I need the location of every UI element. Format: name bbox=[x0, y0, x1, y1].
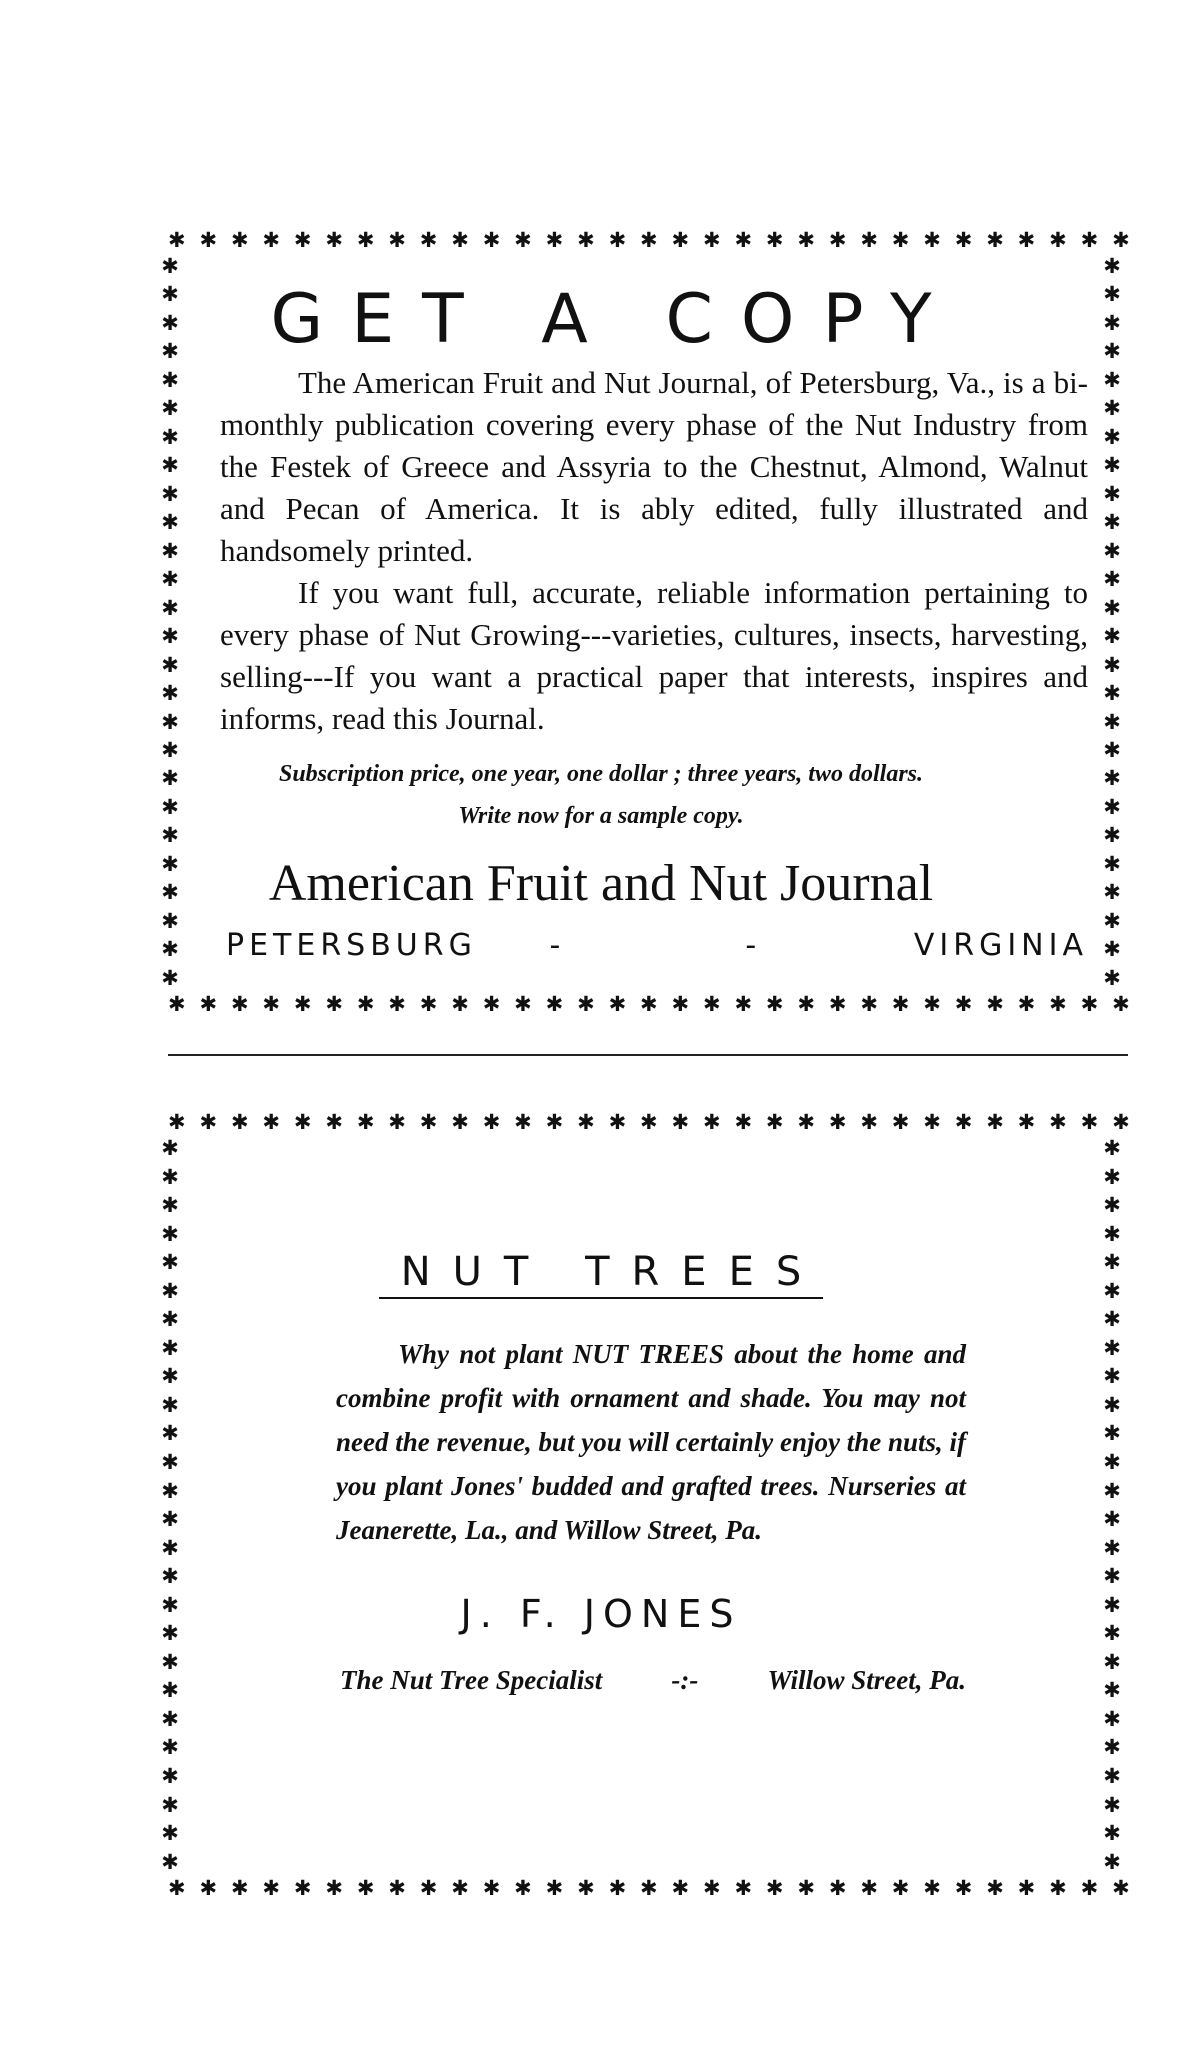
star-ornament: ✱ bbox=[514, 992, 532, 1016]
star-ornament: ✱ bbox=[797, 992, 815, 1016]
star-ornament: ✱ bbox=[1103, 282, 1121, 307]
star-ornament: ✱ bbox=[640, 1876, 658, 1900]
star-ornament: ✱ bbox=[1103, 1649, 1121, 1674]
star-ornament: ✱ bbox=[797, 1110, 815, 1134]
star-ornament: ✱ bbox=[1103, 1564, 1121, 1589]
star-ornament: ✱ bbox=[1103, 1478, 1121, 1503]
star-ornament: ✱ bbox=[230, 1876, 249, 1900]
star-ornament: ✱ bbox=[168, 1876, 186, 1900]
star-ornament: ✱ bbox=[828, 1876, 847, 1900]
star-ornament: ✱ bbox=[1103, 1364, 1121, 1389]
star-ornament: ✱ bbox=[1103, 737, 1121, 762]
star-ornament: ✱ bbox=[161, 1849, 179, 1874]
star-ornament: ✱ bbox=[734, 992, 753, 1016]
star-ornament: ✱ bbox=[293, 1876, 312, 1900]
star-ornament: ✱ bbox=[161, 652, 179, 677]
star-ornament: ✱ bbox=[545, 992, 564, 1016]
star-ornament: ✱ bbox=[608, 228, 627, 252]
ad-title bbox=[0, 1246, 1202, 1298]
star-ornament: ✱ bbox=[1103, 424, 1121, 449]
star-ornament: ✱ bbox=[1103, 1621, 1121, 1646]
star-ornament: ✱ bbox=[1103, 1764, 1121, 1789]
star-ornament: ✱ bbox=[161, 823, 179, 848]
star-ornament: ✱ bbox=[262, 228, 281, 252]
star-ornament: ✱ bbox=[1080, 1110, 1099, 1134]
star-ornament: ✱ bbox=[161, 880, 179, 905]
star-ornament: ✱ bbox=[161, 908, 179, 933]
star-ornament: ✱ bbox=[1103, 310, 1121, 335]
star-ornament: ✱ bbox=[702, 1876, 721, 1900]
star-ornament: ✱ bbox=[482, 992, 501, 1016]
star-ornament: ✱ bbox=[860, 228, 878, 252]
star-ornament: ✱ bbox=[161, 1535, 179, 1560]
ad-paragraph: The American Fruit and Nut Journal, of Petersburg, Va., is a bi-monthly publication covering every phase of the Nut Industry from the Festek of Greece and Assyria to the Chestnut, Almond, Walnut and Pecan of America. It is ably edited, fully illustrated and handsomely printed. bbox=[220, 365, 1088, 568]
advertiser-location: Willow Street, Pa. bbox=[767, 1665, 966, 1695]
star-ornament: ✱ bbox=[923, 1876, 941, 1900]
star-ornament: ✱ bbox=[419, 992, 438, 1016]
star-ornament: ✱ bbox=[1103, 1821, 1121, 1846]
star-ornament: ✱ bbox=[1103, 1706, 1121, 1731]
star-ornament: ✱ bbox=[482, 1110, 501, 1134]
star-ornament: ✱ bbox=[1103, 937, 1121, 962]
star-ornament: ✱ bbox=[325, 1110, 343, 1134]
ad-body bbox=[336, 1332, 966, 1552]
star-ornament: ✱ bbox=[1112, 992, 1130, 1016]
horizontal-rule bbox=[168, 1054, 1128, 1056]
star-ornament: ✱ bbox=[986, 992, 1004, 1016]
advertiser-tagline bbox=[340, 1662, 966, 1698]
star-ornament: ✱ bbox=[577, 992, 595, 1016]
star-ornament: ✱ bbox=[577, 1876, 595, 1900]
star-ornament: ✱ bbox=[1103, 652, 1121, 677]
star-ornament: ✱ bbox=[545, 228, 564, 252]
star-ornament: ✱ bbox=[1103, 1392, 1121, 1417]
star-ornament: ✱ bbox=[1103, 538, 1121, 563]
star-ornament: ✱ bbox=[1080, 992, 1099, 1016]
star-ornament: ✱ bbox=[860, 1110, 878, 1134]
star-ornament: ✱ bbox=[293, 1110, 312, 1134]
star-ornament: ✱ bbox=[419, 1110, 438, 1134]
star-ornament: ✱ bbox=[161, 1164, 179, 1189]
star-ornament: ✱ bbox=[1103, 1421, 1121, 1446]
star-ornament: ✱ bbox=[1103, 510, 1121, 535]
star-ornament: ✱ bbox=[230, 228, 249, 252]
ad-paragraph: Why not plant NUT TREES about the home and combine profit with ornament and shade. You may not need the revenue, but you will certainly enjoy the nuts, if you plant Jones' budded and grafted trees. Nurseries at Jeanerette, La., and Willow Street, Pa. bbox=[336, 1339, 966, 1545]
star-ornament: ✱ bbox=[1103, 1136, 1121, 1160]
star-ornament: ✱ bbox=[161, 310, 179, 335]
star-ornament: ✱ bbox=[1017, 1110, 1036, 1134]
star-ornament: ✱ bbox=[891, 992, 910, 1016]
star-ornament: ✱ bbox=[1103, 1507, 1121, 1532]
star-ornament: ✱ bbox=[1112, 228, 1130, 252]
star-ornament: ✱ bbox=[1103, 367, 1121, 392]
star-ornament: ✱ bbox=[356, 992, 375, 1016]
star-ornament: ✱ bbox=[1103, 851, 1121, 876]
star-ornament: ✱ bbox=[514, 228, 532, 252]
star-border-top bbox=[168, 228, 1130, 252]
star-ornament: ✱ bbox=[199, 1876, 218, 1900]
star-ornament: ✱ bbox=[1103, 823, 1121, 848]
ad-paragraph: If you want full, accurate, reliable information pertaining to every phase of Nut Growing---varieties, cultures, insects, harvesting, selling---If you want a practical paper that interests, inspires and informs, read this Journal. bbox=[220, 575, 1088, 736]
star-ornament: ✱ bbox=[161, 1478, 179, 1503]
star-ornament: ✱ bbox=[161, 595, 179, 620]
star-ornament: ✱ bbox=[1103, 254, 1121, 278]
star-ornament: ✱ bbox=[161, 1364, 179, 1389]
star-ornament: ✱ bbox=[986, 228, 1004, 252]
star-ornament: ✱ bbox=[640, 1110, 658, 1134]
star-ornament: ✱ bbox=[954, 228, 973, 252]
sample-copy-note: Write now for a sample copy. bbox=[458, 803, 744, 829]
star-ornament: ✱ bbox=[1103, 1250, 1121, 1275]
star-ornament: ✱ bbox=[1103, 880, 1121, 905]
star-ornament: ✱ bbox=[161, 1278, 179, 1303]
star-ornament: ✱ bbox=[671, 1876, 690, 1900]
star-ornament: ✱ bbox=[1103, 709, 1121, 734]
star-ornament: ✱ bbox=[765, 1876, 784, 1900]
star-ornament: ✱ bbox=[161, 1136, 179, 1160]
star-ornament: ✱ bbox=[388, 992, 406, 1016]
tagline-separator: -:- bbox=[671, 1665, 699, 1695]
star-ornament: ✱ bbox=[161, 396, 179, 421]
star-ornament: ✱ bbox=[161, 367, 179, 392]
star-ornament: ✱ bbox=[161, 709, 179, 734]
star-ornament: ✱ bbox=[891, 1110, 910, 1134]
star-ornament: ✱ bbox=[1103, 1164, 1121, 1189]
star-ornament: ✱ bbox=[230, 1110, 249, 1134]
star-ornament: ✱ bbox=[1103, 965, 1121, 990]
star-ornament: ✱ bbox=[161, 424, 179, 449]
separator-dash: - bbox=[549, 928, 566, 963]
star-ornament: ✱ bbox=[356, 228, 375, 252]
star-ornament: ✱ bbox=[161, 1592, 179, 1617]
star-ornament: ✱ bbox=[161, 567, 179, 592]
star-ornament: ✱ bbox=[293, 992, 312, 1016]
star-ornament: ✱ bbox=[514, 1110, 532, 1134]
star-ornament: ✱ bbox=[765, 992, 784, 1016]
star-ornament: ✱ bbox=[765, 228, 784, 252]
star-ornament: ✱ bbox=[1103, 1735, 1121, 1760]
star-ornament: ✱ bbox=[161, 1764, 179, 1789]
star-ornament: ✱ bbox=[161, 1564, 179, 1589]
star-ornament: ✱ bbox=[199, 992, 218, 1016]
star-ornament: ✱ bbox=[608, 1110, 627, 1134]
star-ornament: ✱ bbox=[1103, 595, 1121, 620]
star-ornament: ✱ bbox=[923, 1110, 941, 1134]
star-ornament: ✱ bbox=[1103, 1193, 1121, 1218]
star-ornament: ✱ bbox=[702, 1110, 721, 1134]
star-ornament: ✱ bbox=[161, 766, 179, 791]
star-ornament: ✱ bbox=[161, 937, 179, 962]
star-ornament: ✱ bbox=[388, 1110, 406, 1134]
star-ornament: ✱ bbox=[640, 228, 658, 252]
star-ornament: ✱ bbox=[161, 282, 179, 307]
star-ornament: ✱ bbox=[671, 992, 690, 1016]
star-ornament: ✱ bbox=[1103, 1278, 1121, 1303]
star-ornament: ✱ bbox=[1103, 567, 1121, 592]
star-ornament: ✱ bbox=[161, 254, 179, 278]
star-ornament: ✱ bbox=[161, 794, 179, 819]
star-ornament: ✱ bbox=[161, 851, 179, 876]
star-ornament: ✱ bbox=[1017, 228, 1036, 252]
star-ornament: ✱ bbox=[1103, 339, 1121, 364]
star-border-bottom bbox=[168, 1876, 1130, 1900]
star-ornament: ✱ bbox=[671, 1110, 690, 1134]
city: PETERSBURG bbox=[226, 928, 477, 963]
star-ornament: ✱ bbox=[1017, 992, 1036, 1016]
ad-nut-trees bbox=[0, 1110, 1202, 1900]
star-ornament: ✱ bbox=[161, 1621, 179, 1646]
star-ornament: ✱ bbox=[161, 1221, 179, 1246]
star-ornament: ✱ bbox=[482, 1876, 501, 1900]
star-ornament: ✱ bbox=[828, 1110, 847, 1134]
star-ornament: ✱ bbox=[161, 1250, 179, 1275]
star-ornament: ✱ bbox=[1080, 1876, 1099, 1900]
star-ornament: ✱ bbox=[1112, 1110, 1130, 1134]
star-ornament: ✱ bbox=[1103, 908, 1121, 933]
star-ornament: ✱ bbox=[356, 1876, 375, 1900]
star-ornament: ✱ bbox=[923, 228, 941, 252]
star-ornament: ✱ bbox=[986, 1110, 1004, 1134]
star-ornament: ✱ bbox=[923, 992, 941, 1016]
star-ornament: ✱ bbox=[671, 228, 690, 252]
star-ornament: ✱ bbox=[356, 1110, 375, 1134]
star-ornament: ✱ bbox=[860, 1876, 878, 1900]
star-ornament: ✱ bbox=[161, 624, 179, 649]
star-ornament: ✱ bbox=[419, 228, 438, 252]
star-ornament: ✱ bbox=[199, 228, 218, 252]
star-ornament: ✱ bbox=[161, 737, 179, 762]
star-ornament: ✱ bbox=[1103, 624, 1121, 649]
star-ornament: ✱ bbox=[1112, 1876, 1130, 1900]
star-ornament: ✱ bbox=[545, 1110, 564, 1134]
star-ornament: ✱ bbox=[161, 1706, 179, 1731]
star-ornament: ✱ bbox=[419, 1876, 438, 1900]
star-ornament: ✱ bbox=[1049, 992, 1067, 1016]
star-ornament: ✱ bbox=[161, 1450, 179, 1475]
star-ornament: ✱ bbox=[161, 1735, 179, 1760]
star-ornament: ✱ bbox=[168, 228, 186, 252]
star-ornament: ✱ bbox=[161, 1821, 179, 1846]
star-ornament: ✱ bbox=[168, 1110, 186, 1134]
star-ornament: ✱ bbox=[734, 228, 753, 252]
specialist-title: The Nut Tree Specialist bbox=[340, 1665, 603, 1695]
star-ornament: ✱ bbox=[262, 992, 281, 1016]
star-ornament: ✱ bbox=[860, 992, 878, 1016]
star-ornament: ✱ bbox=[828, 228, 847, 252]
state: VIRGINIA bbox=[913, 928, 1088, 963]
star-ornament: ✱ bbox=[765, 1110, 784, 1134]
star-ornament: ✱ bbox=[986, 1876, 1004, 1900]
star-ornament: ✱ bbox=[1017, 1876, 1036, 1900]
star-ornament: ✱ bbox=[797, 228, 815, 252]
advertiser-name: J. F. JONES bbox=[460, 1592, 742, 1636]
star-ornament: ✱ bbox=[702, 992, 721, 1016]
star-ornament: ✱ bbox=[1080, 228, 1099, 252]
star-ornament: ✱ bbox=[1103, 1849, 1121, 1874]
star-ornament: ✱ bbox=[1103, 453, 1121, 478]
star-border-bottom bbox=[168, 992, 1130, 1016]
star-ornament: ✱ bbox=[482, 228, 501, 252]
star-ornament: ✱ bbox=[161, 1335, 179, 1360]
star-ornament: ✱ bbox=[577, 228, 595, 252]
star-ornament: ✱ bbox=[230, 992, 249, 1016]
star-ornament: ✱ bbox=[451, 1876, 469, 1900]
subscription-price: Subscription price, one year, one dollar ; three years, two dollars. bbox=[278, 761, 923, 787]
star-ornament: ✱ bbox=[514, 1876, 532, 1900]
star-ornament: ✱ bbox=[577, 1110, 595, 1134]
star-ornament: ✱ bbox=[1103, 396, 1121, 421]
star-ornament: ✱ bbox=[1103, 1535, 1121, 1560]
star-ornament: ✱ bbox=[161, 481, 179, 506]
publication-location bbox=[226, 928, 1088, 964]
star-ornament: ✱ bbox=[262, 1110, 281, 1134]
star-ornament: ✱ bbox=[168, 992, 186, 1016]
star-ornament: ✱ bbox=[702, 228, 721, 252]
ad-title: GET A COPY bbox=[270, 280, 960, 359]
star-ornament: ✱ bbox=[797, 1876, 815, 1900]
star-ornament: ✱ bbox=[1103, 794, 1121, 819]
star-ornament: ✱ bbox=[325, 228, 343, 252]
star-ornament: ✱ bbox=[161, 1649, 179, 1674]
star-ornament: ✱ bbox=[262, 1876, 281, 1900]
separator-dash: - bbox=[745, 928, 762, 963]
star-ornament: ✱ bbox=[199, 1110, 218, 1134]
star-ornament: ✱ bbox=[1103, 1678, 1121, 1703]
star-ornament: ✱ bbox=[325, 992, 343, 1016]
star-ornament: ✱ bbox=[1049, 1110, 1067, 1134]
star-ornament: ✱ bbox=[734, 1876, 753, 1900]
star-ornament: ✱ bbox=[1103, 481, 1121, 506]
star-ornament: ✱ bbox=[954, 992, 973, 1016]
star-ornament: ✱ bbox=[161, 1507, 179, 1532]
star-ornament: ✱ bbox=[451, 228, 469, 252]
star-ornament: ✱ bbox=[161, 965, 179, 990]
star-ornament: ✱ bbox=[451, 992, 469, 1016]
star-ornament: ✱ bbox=[388, 228, 406, 252]
star-ornament: ✱ bbox=[293, 228, 312, 252]
star-ornament: ✱ bbox=[1103, 1592, 1121, 1617]
star-ornament: ✱ bbox=[954, 1876, 973, 1900]
star-ornament: ✱ bbox=[1103, 1792, 1121, 1817]
star-ornament: ✱ bbox=[388, 1876, 406, 1900]
star-ornament: ✱ bbox=[161, 681, 179, 706]
star-ornament: ✱ bbox=[608, 992, 627, 1016]
star-ornament: ✱ bbox=[545, 1876, 564, 1900]
star-ornament: ✱ bbox=[734, 1110, 753, 1134]
star-ornament: ✱ bbox=[161, 339, 179, 364]
ad-title-text: NUT TREES bbox=[379, 1249, 824, 1299]
star-ornament: ✱ bbox=[891, 1876, 910, 1900]
star-ornament: ✱ bbox=[161, 538, 179, 563]
star-ornament: ✱ bbox=[161, 1421, 179, 1446]
ad-get-a-copy bbox=[0, 228, 1202, 1016]
star-ornament: ✱ bbox=[828, 992, 847, 1016]
publication-name: American Fruit and Nut Journal bbox=[268, 855, 934, 912]
star-ornament: ✱ bbox=[1049, 228, 1067, 252]
star-ornament: ✱ bbox=[161, 1678, 179, 1703]
star-ornament: ✱ bbox=[161, 1792, 179, 1817]
star-ornament: ✱ bbox=[1103, 681, 1121, 706]
star-ornament: ✱ bbox=[451, 1110, 469, 1134]
star-ornament: ✱ bbox=[325, 1876, 343, 1900]
star-ornament: ✱ bbox=[954, 1110, 973, 1134]
star-ornament: ✱ bbox=[1103, 766, 1121, 791]
star-ornament: ✱ bbox=[608, 1876, 627, 1900]
star-ornament: ✱ bbox=[161, 510, 179, 535]
star-ornament: ✱ bbox=[161, 1392, 179, 1417]
star-ornament: ✱ bbox=[161, 1307, 179, 1332]
star-border-top bbox=[168, 1110, 1130, 1134]
star-ornament: ✱ bbox=[1103, 1221, 1121, 1246]
star-ornament: ✱ bbox=[640, 992, 658, 1016]
star-ornament: ✱ bbox=[161, 453, 179, 478]
star-ornament: ✱ bbox=[1103, 1307, 1121, 1332]
star-ornament: ✱ bbox=[1103, 1335, 1121, 1360]
star-ornament: ✱ bbox=[1049, 1876, 1067, 1900]
ad-body bbox=[220, 362, 1088, 740]
star-ornament: ✱ bbox=[161, 1193, 179, 1218]
star-ornament: ✱ bbox=[891, 228, 910, 252]
star-ornament: ✱ bbox=[1103, 1450, 1121, 1475]
